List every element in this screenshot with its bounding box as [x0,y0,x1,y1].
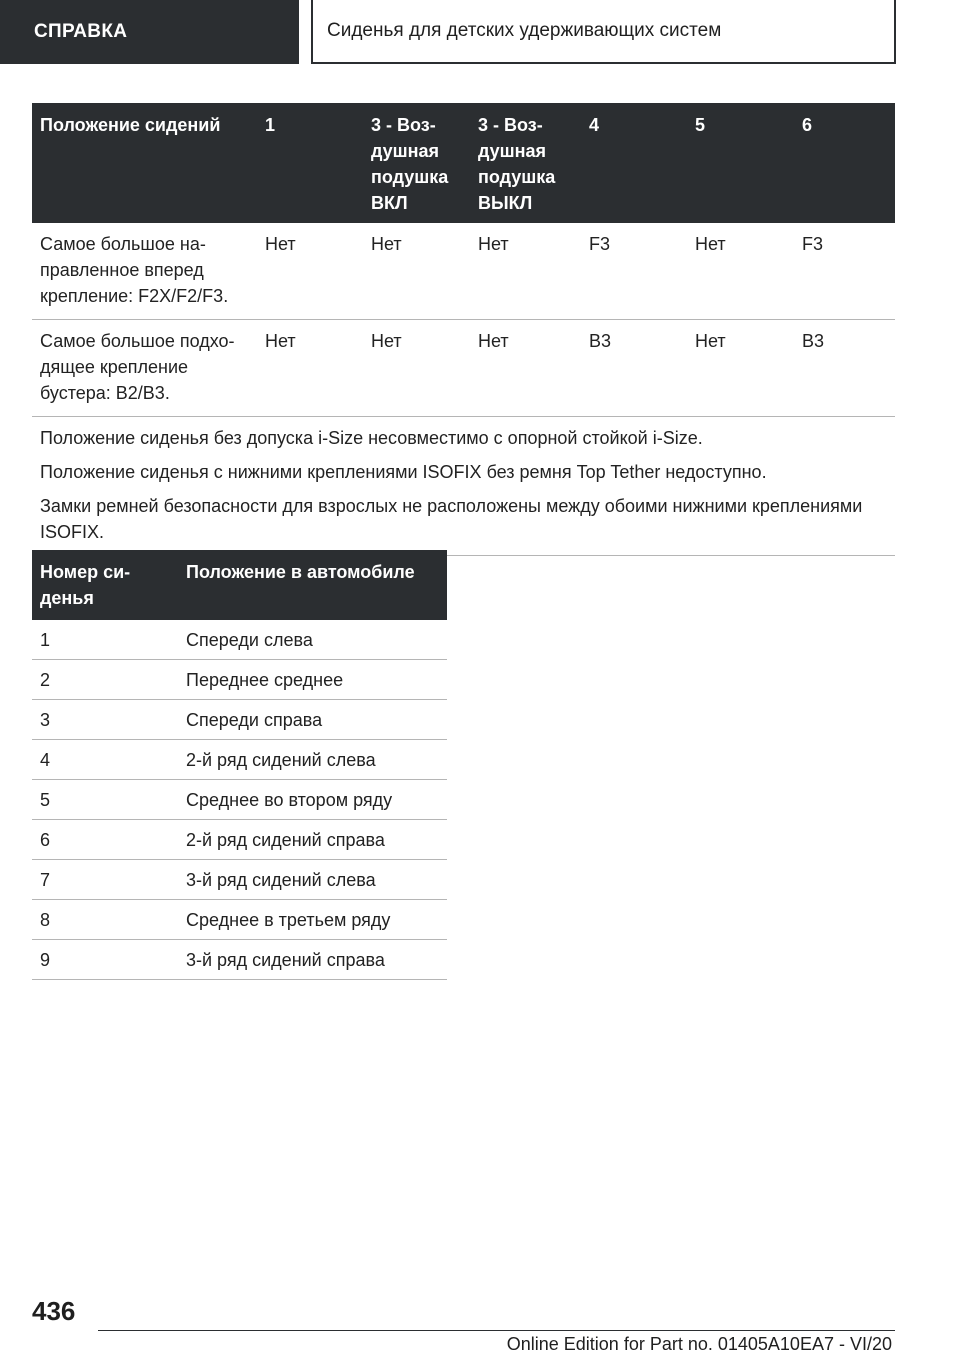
seat-number: 4 [32,740,178,780]
table-cell: Нет [687,320,794,417]
seat-position: Спереди справа [178,700,447,740]
seat-position: Спереди слева [178,620,447,660]
table-cell: B3 [581,320,687,417]
seat-number: 5 [32,780,178,820]
table-cell: Нет [363,223,470,320]
seat-position: 3-й ряд сидений слева [178,860,447,900]
table-cell: Нет [470,223,581,320]
header-seat-number: Номер си- денья [32,550,178,620]
seat-position: Среднее в третьем ряду [178,900,447,940]
seat-number-table [32,550,447,980]
seat-number: 3 [32,700,178,740]
seat-position: Среднее во втором ряду [178,780,447,820]
table-header-row [32,103,895,223]
row-label: Самое большое подхо- дящее крепление бустера: B2/B3. [32,320,257,417]
header-seat-6: 6 [794,103,895,223]
table-row [32,900,447,940]
table-row [32,660,447,700]
table-row [32,740,447,780]
table-row [32,700,447,740]
seat-number: 2 [32,660,178,700]
section-label: СПРАВКА [34,21,128,42]
footer-divider [98,1330,895,1331]
edition-note: Online Edition for Part no. 01405A10EA7 - VI/20 [506,1334,892,1354]
table-row [32,860,447,900]
table-cell: F3 [581,223,687,320]
table-notes [32,417,895,556]
header-seat-3-airbag-on: 3 - Воз- душная подушка ВКЛ [363,103,470,223]
header-seat-5: 5 [687,103,794,223]
section-tab [0,0,299,64]
seat-position-table [32,103,895,556]
seat-position: 2-й ряд сидений слева [178,740,447,780]
table-row [32,940,447,980]
table-cell: Нет [363,320,470,417]
table-header-row [32,550,447,620]
page-title: Сиденья для детских удерживающих систем [327,20,722,41]
page-header [311,0,896,64]
seat-position: 2-й ряд сидений справа [178,820,447,860]
note-top-tether: Положение сиденья с нижними креплениями ISOFIX без ремня Top Tether недоступно. [40,462,767,482]
table-row [32,223,895,320]
table-cell: Нет [257,320,363,417]
seat-number: 6 [32,820,178,860]
seat-number: 9 [32,940,178,980]
table-cell: B3 [794,320,895,417]
table-row [32,820,447,860]
seat-number: 8 [32,900,178,940]
note-isize: Положение сиденья без допуска i-Size несовместимо с опорной стойкой i-Size. [40,428,703,448]
seat-position: 3-й ряд сидений справа [178,940,447,980]
header-seat-4: 4 [581,103,687,223]
table-cell: Нет [470,320,581,417]
seat-position: Переднее среднее [178,660,447,700]
seat-number: 1 [32,620,178,660]
table-row [32,620,447,660]
seat-number: 7 [32,860,178,900]
note-belt-buckles: Замки ремней безопасности для взрослых не расположены между обоими нижними креплениями ISOFIX. [40,496,863,542]
table-cell: Нет [687,223,794,320]
table-row [32,780,447,820]
table-cell: Нет [257,223,363,320]
table-notes-row [32,417,895,556]
row-label: Самое большое на- правленное вперед крепление: F2X/F2/F3. [32,223,257,320]
header-vehicle-position: Положение в автомобиле [178,550,447,620]
header-seat-position: Положение сидений [32,103,257,223]
header-seat-3-airbag-off: 3 - Воз- душная подушка ВЫКЛ [470,103,581,223]
table-cell: F3 [794,223,895,320]
page-number: 436 [32,1296,76,1326]
table-row [32,320,895,417]
header-seat-1: 1 [257,103,363,223]
